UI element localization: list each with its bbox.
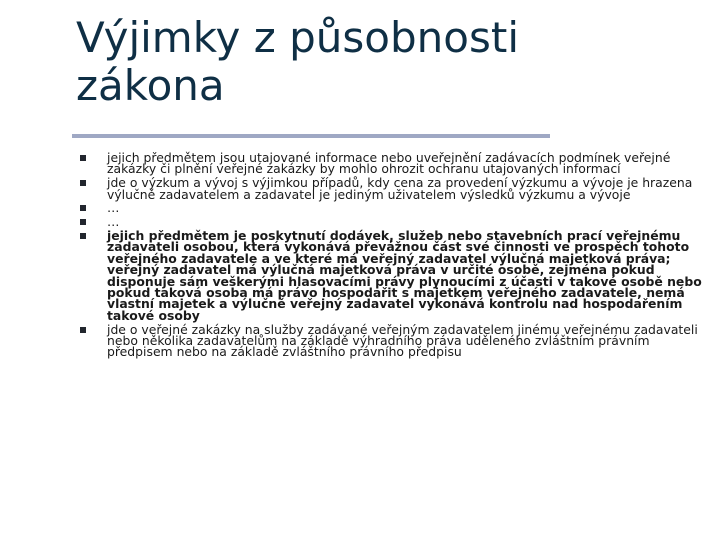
bullet-text: jde o veřejné zakázky na služby zadávané veřejným zadavatelem jinému veřejnému zadavateli nebo několika zadavatelům na základě výhradního práva uděleného zvláštním právním předpisem nebo na základě zvláštního právního předpisu [107, 321, 698, 360]
bullet-item-in-house-exemption [80, 230, 710, 321]
square-bullet-icon [80, 205, 86, 211]
square-bullet-icon [80, 180, 86, 186]
bullet-item-classified-information [80, 152, 710, 175]
bullet-text: … [107, 214, 120, 230]
square-bullet-icon [80, 327, 86, 333]
title-underline [72, 134, 550, 138]
slide-title: Výjimky z působnosti zákona [76, 13, 519, 110]
square-bullet-icon [80, 155, 86, 161]
bullet-text: jde o výzkum a vývoj s výjimkou případů, kdy cena za provedení výzkumu a vývoje je hrazena výlučně zadavatelem a zadavatel je jediným uživatelem výsledků výzkumu a vývoje [107, 175, 693, 202]
bullet-item-ellipsis-2 [80, 214, 710, 230]
bullet-item-exclusive-right [80, 321, 710, 360]
bullet-item-ellipsis-1 [80, 200, 710, 216]
bullet-list [80, 152, 710, 360]
bullet-text: jejich předmětem jsou utajované informace nebo uveřejnění zadávacích podmínek veřejné zakázky či plnění veřejné zakázky by mohlo ohrozit ochranu utajovaných informací [107, 150, 671, 177]
bullet-item-research-development [80, 177, 710, 200]
bullet-text: … [107, 200, 120, 216]
square-bullet-icon [80, 219, 86, 225]
bullet-text: jejich předmětem je poskytnutí dodávek, služeb nebo stavebních prací veřejnému zadavateli osobou, která vykonává převážnou část své činnosti ve prospěch tohoto veřejného zadavatele a ve které má veřejný zadavatel výlučná majetková práva; veřejný zadavatel má výlučná majetková práva v určité osobě, zejména pokud disponuje sám veškerými hlasovacími právy plynoucími z účasti v takové osobě nebo pokud taková osoba má právo hospodařit s majetkem veřejného zadavatele, nemá vlastní majetek a výlučně veřejný zadavatel vykonává kontrolu nad hospodařením takové osoby [107, 228, 702, 323]
square-bullet-icon [80, 233, 86, 239]
